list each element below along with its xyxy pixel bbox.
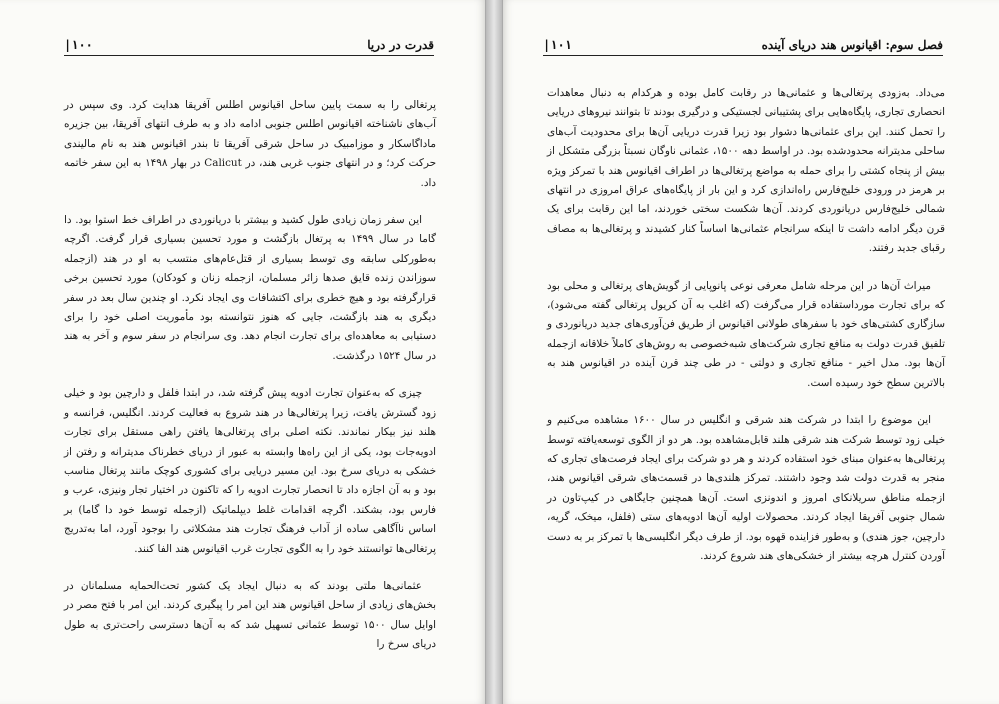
left-paragraph-3: چیزی که به‌عنوان تجارت ادویه پیش گرفته شد، در ابتدا فلفل و دارچین بود و خیلی زود گسترش یافت، زیرا پرتغالی‌ها در هند شروع به فعالیت کردند. انگلیس، فرانسه و هلند نیز بیکار نماندند. نکته اصلی برای پرتغالی‌ها یافتن راهی مستقل برای تجارت ادویه‌جات بود، یکی از این راه‌ها وابسته به عبور از دریای خطرناک مدیترانه و رفتن از خشکی به دریای سرخ بود. این مسیر دریایی برای کشوری کوچک مانند پرتغال مناسب بود و به آن اجازه داد تا انحصار تجارت ادویه را که تاکنون در اختیار تجار ونیزی، عرب و فارس بود، بشکند. اگرچه اقدامات غلط دیپلماتیک (ازجمله توسط خود دا گاما) بر اساس ناآگاهی ساده از آداب فرهنگ تجارت هند مشکلاتی را بوجود آورد، اما به‌تدریج پرتغالی‌ها توانستند خود را به الگوی تجارت غرب اقیانوس هند الفا کنند. xyxy=(64,387,436,555)
right-page-number: |۱۰۱ xyxy=(543,38,572,52)
left-paragraph-2: این سفر زمان زیادی طول کشید و بیشتر با دریانوردی در اطراف خط استوا بود. دا گاما در سال ۱۴۹۹ به پرتغال بازگشت و مورد تحسین بسیاری قرار گرفت. اگرچه به‌طورکلی سابقه وی توسط بسیاری از قتل‌عام‌های منتسب به او در هند (ازجمله سوزاندن زنده قایق صدها زائر مسلمان، ازجمله زنان و کودکان) مورد تحسین برخی قرارگرفته بود و هیچ خطری برای اکتشافات وی ایجاد نکرد. او چندین سال بعد در سفر دیگری به هند بازگشت، جایی که هنوز نتوانسته بود مأموریت اصلی خود را برای دستیابی به معاهده‌ای برای تجارت انجام دهد. وی سرانجام در سفر سوم و آخر به هند در سال ۱۵۲۴ درگذشت. xyxy=(64,214,436,362)
right-paragraph-1: می‌داد. به‌زودی پرتغالی‌ها و عثمانی‌ها در رقابت کامل بوده و هرکدام به دنبال معاهدات انحصاری تجاری، پایگاه‌هایی برای پشتیبانی لجستیکی و درگیری بودند تا بتوانند نیروهای دریایی را تحمل کنند. این برای عثمانی‌ها دشوار بود زیرا قدرت دریایی آن‌ها برای محدودیت آب‌های ساحلی مدیترانه محدودشده بود. در اواسط دهه ۱۵۰۰، عثمانی ناوگان نسبتاً بزرگی متشکل از بیش از پنجاه کشتی را برای حمله به مواضع پرتغالی‌ها در اطراف اقیانوس هند با تمرکز ویژه بر هرمز در ورودی خلیج‌فارس راه‌اندازی کرد و این بار از پایگاه‌های عراق امروزی در انتهای شمالی خلیج‌فارس دریانوردی کردند. آن‌ها شکست سختی خوردند، اما این رقابت برای یک قرن دیگر ادامه داشت تا اینکه سرانجام عثمانی‌ها اساساً کنار کشیدند و پرتغالی‌ها به مصاف رقبای جدید رفتند. xyxy=(547,87,945,255)
left-page-body xyxy=(64,96,436,673)
left-page-header xyxy=(64,34,434,56)
right-paragraph-3: این موضوع را ابتدا در شرکت هند شرقی و انگلیس در سال ۱۶۰۰ مشاهده می‌کنیم و خیلی زود توسط شرکت هند شرقی هلند قابل‌مشاهده بود. هر دو از الگوی توسعه‌یافته توسط پرتغالی‌ها به‌عنوان مبنای خود استفاده کردند و هر دو شرکت برای ایجاد فرصت‌های تجاری که منجر به قدرت دولت شد وجود داشتند. تمرکز هلندی‌ها در قسمت‌های شرقی اقیانوس هند، ازجمله مناطق سریلانکای امروز و اندونزی است. آن‌ها همچنین جایگاهی در کیپ‌تاون در شمال جنوبی آفریقا ایجاد کردند. محصولات اولیه آن‌ها ادویه‌های ستی (فلفل، میخک، گریه، دارچین، جوز هندی) و به‌طور فزاینده قهوه بود. از طرف دیگر انگلیسی‌ها با تمرکز بر به دست آوردن کنترل هرچه بیشتر از خشکی‌های هند شروع کردند. xyxy=(547,414,945,562)
left-page-number: |۱۰۰ xyxy=(64,38,93,52)
right-page xyxy=(502,0,999,704)
right-paragraph-2: میراث آن‌ها در این مرحله شامل معرفی نوعی پانوپایی از گویش‌های پرتغالی و محلی بود که برای تجارت مورداستفاده قرار می‌گرفت (که اغلب به آن کریول پرتغالی گفته می‌شود)، سازگاری کشتی‌های خود با سفرهای طولانی اقیانوس از طریق فن‌آوری‌های جدید دریانوردی و تلفیق قدرت دولت به منافع تجاری شرکت‌های شبه‌خصوصی به روش‌های کاملاً خلاقانه ازجمله آن‌ها بود. مدل اخیر - منافع تجاری و دولتی - در طی چند قرن آینده در اقیانوس هند به بالاترین سطح خود رسیده است. xyxy=(547,279,945,389)
book-gutter xyxy=(486,0,502,704)
left-paragraph-1: پرتغالی را به سمت پایین ساحل اقیانوس اطلس آفریقا هدایت کرد. وی سپس در آب‌های ناشناخته اقیانوس اطلس جنوبی ادامه داد و به طرف انتهای آفریقا، بین جزیره ماداگاسکار و موزامبیک در ساحل شرقی آفریقا تا بندر اقیانوس هند به نام مالیندی حرکت کرد؛ و در انتهای جنوب غربی هند، در Calicut در بهار ۱۴۹۸ به این سفر خاتمه داد. xyxy=(64,99,436,189)
left-paragraph-4: عثمانی‌ها ملتی بودند که به دنبال ایجاد یک کشور تحت‌الحمایه مسلمانان در بخش‌های زیادی از ساحل اقیانوس هند این امر را پیگیری کردند. این امر با فتح مصر در اوایل سال ۱۵۰۰ توسط عثمانی تسهیل شد که به آن‌ها دسترسی راحت‌تری به طول دریای سرخ را xyxy=(64,579,436,651)
left-page xyxy=(0,0,486,704)
right-header-title: فصل سوم: اقیانوس هند دریای آینده xyxy=(761,38,943,52)
right-page-body xyxy=(547,84,945,584)
right-page-header xyxy=(543,34,943,56)
left-header-title: قدرت در دریا xyxy=(367,38,434,52)
